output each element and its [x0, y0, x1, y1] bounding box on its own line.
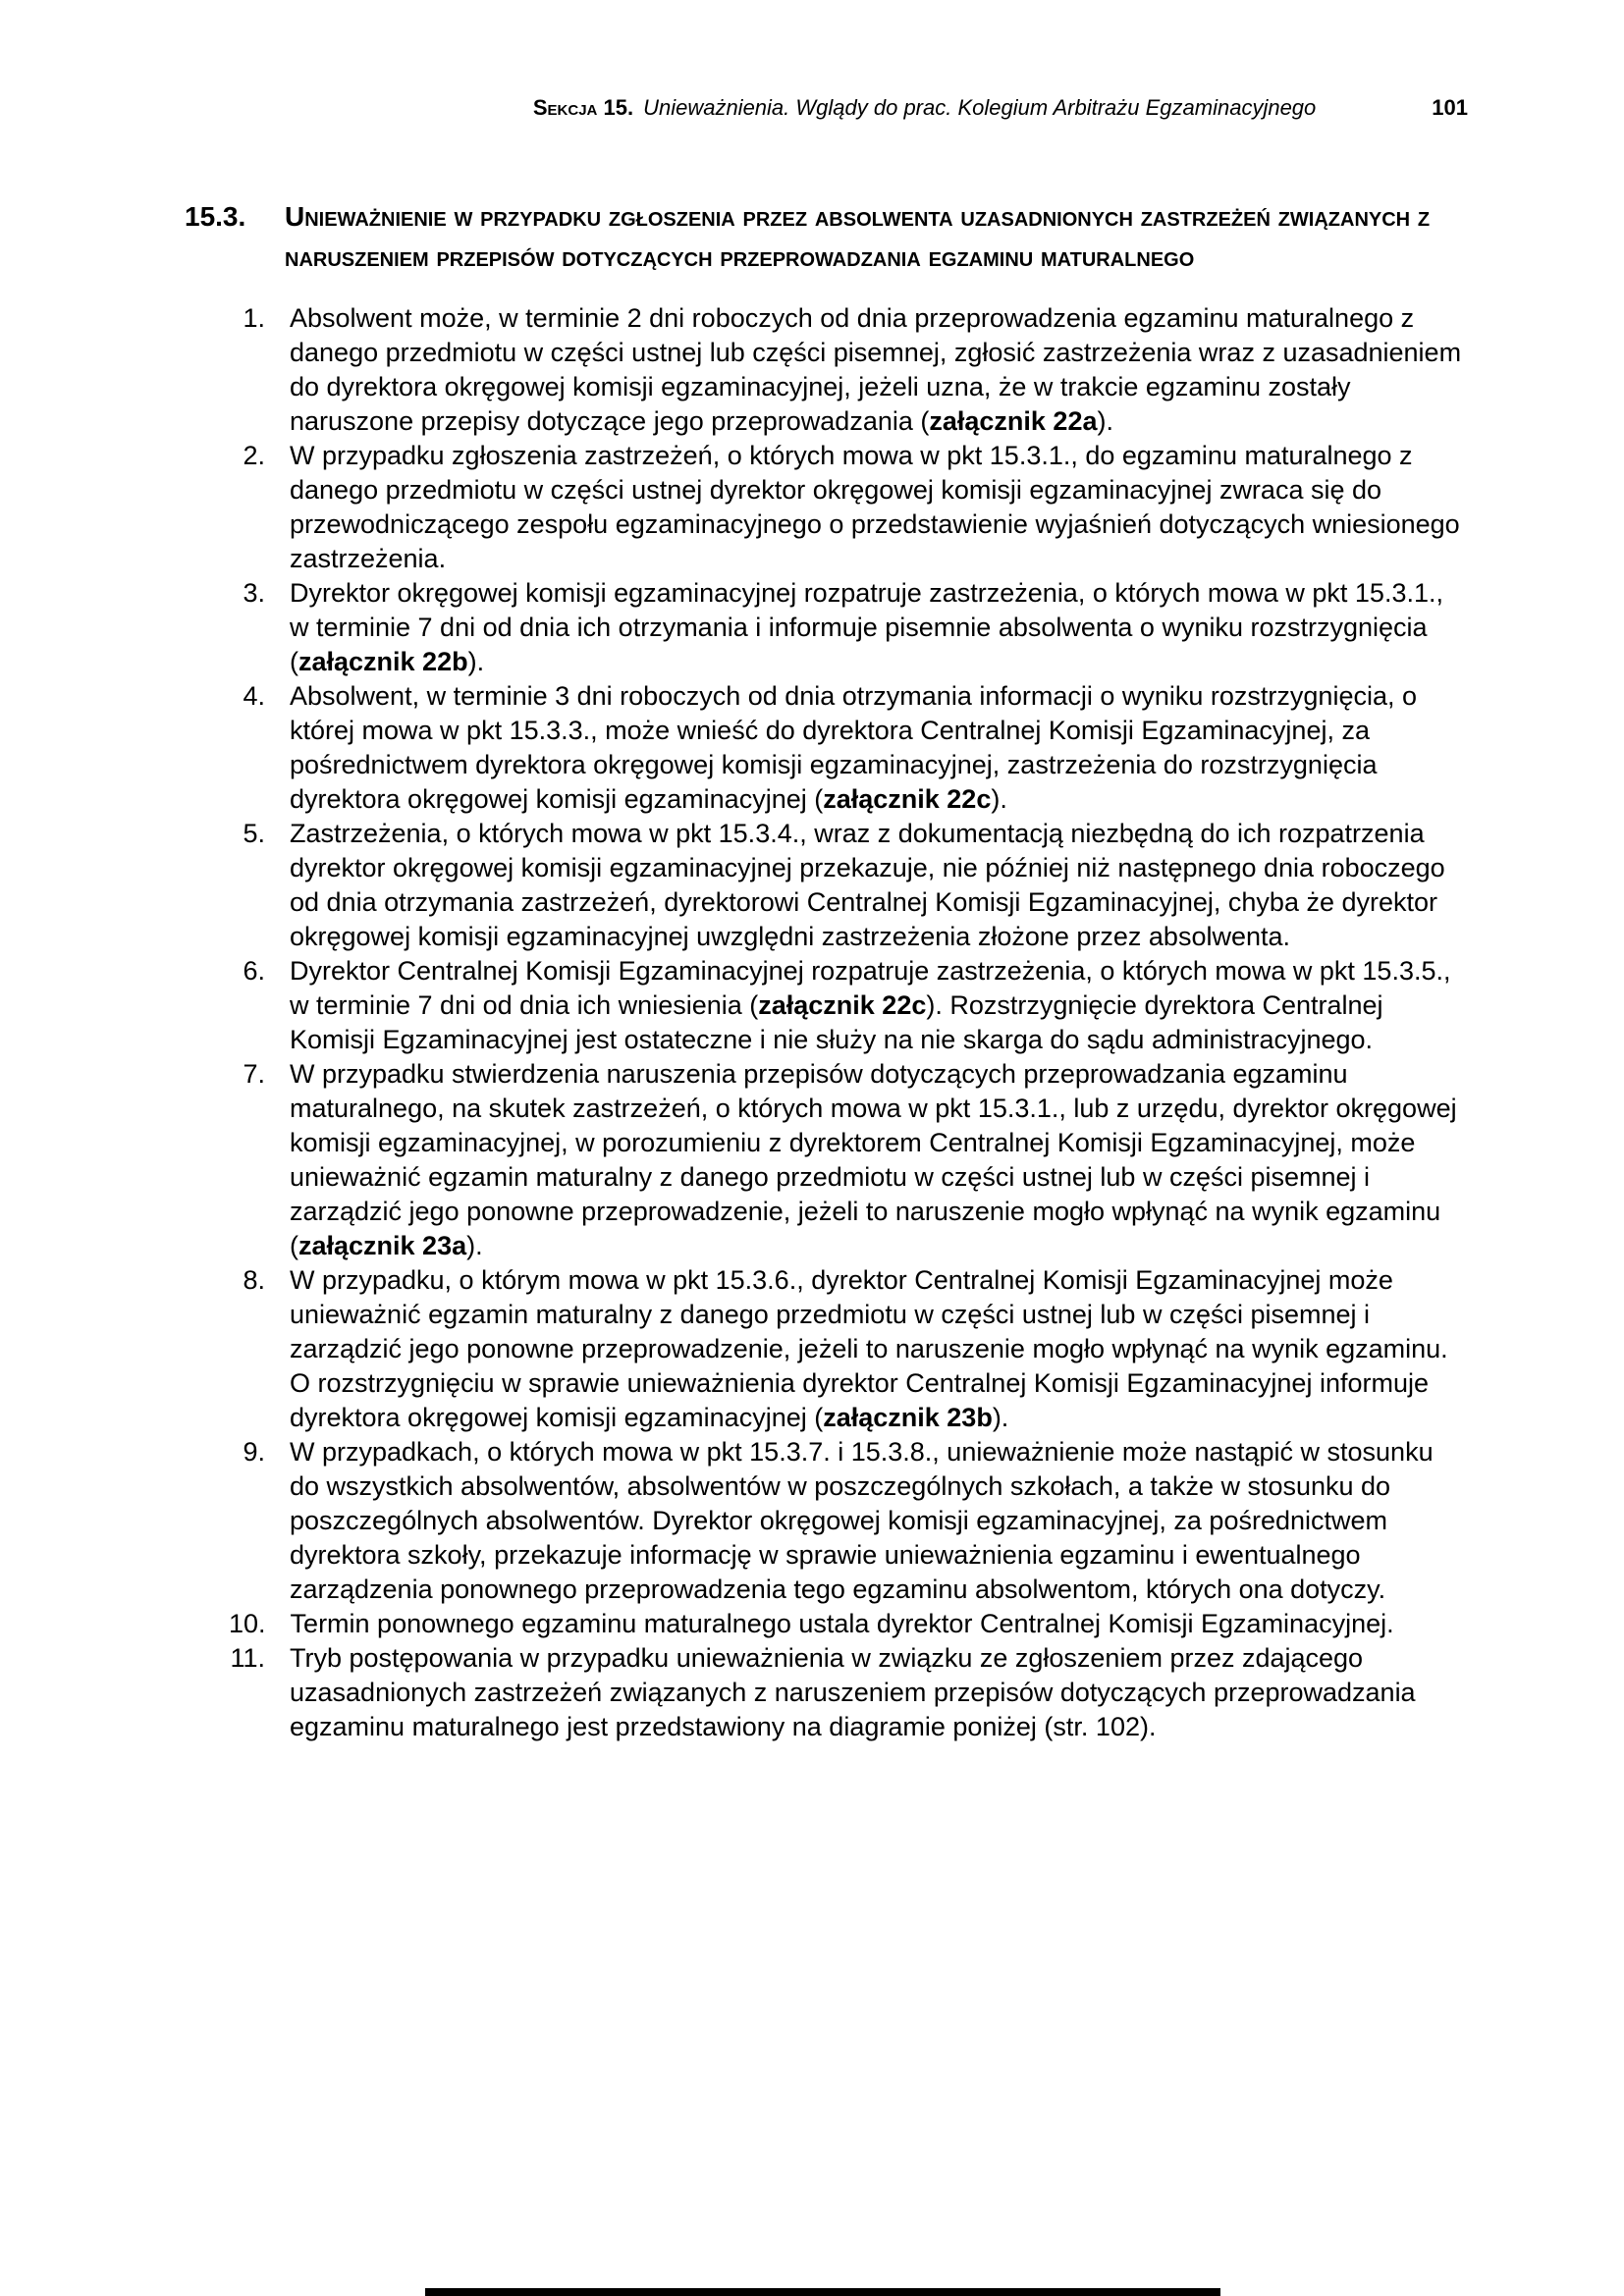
list-item	[229, 1607, 1468, 1641]
list-item-number: 10.	[229, 1609, 266, 1638]
section-number: 15.3.	[185, 201, 246, 232]
list-item	[229, 1435, 1468, 1607]
list-item	[229, 1057, 1468, 1263]
list-item-text: Dyrektor Centralnej Komisji Egzaminacyjnej rozpatruje zastrzeżenia, o których mowa w pkt 15.3.5., w terminie 7 dni od dnia ich wniesienia (załącznik 22c). Rozstrzygnięcie dyrektora Centralnej Komisji Egzaminacyjnej jest ostateczne i nie służy na nie skarga do sądu administracyjnego.	[290, 956, 1451, 1054]
list-item-text: Termin ponownego egzaminu maturalnego ustala dyrektor Centralnej Komisji Egzaminacyjnej.	[290, 1609, 1394, 1638]
list-item-number: 1.	[243, 303, 265, 333]
list-item	[229, 679, 1468, 817]
list-item-text: W przypadku, o którym mowa w pkt 15.3.6., dyrektor Centralnej Komisji Egzaminacyjnej może unieważnić egzamin maturalny z danego przedmiotu w części ustnej lub w części pisemnej i zarządzić jego ponowne przeprowadzenie, jeżeli to naruszenie mogło wpłynąć na wynik egzaminu. O rozstrzygnięciu w sprawie unieważnienia dyrektor Centralnej Komisji Egzaminacyjnej informuje dyrektora okręgowej komisji egzaminacyjnej (załącznik 23b).	[290, 1265, 1448, 1432]
scan-edge-artifact	[425, 2288, 1220, 2296]
list-item-number: 11.	[230, 1643, 265, 1673]
list-item-text: Tryb postępowania w przypadku unieważnienia w związku ze zgłoszeniem przez zdającego uzasadnionych zastrzeżeń związanych z naruszeniem przepisów dotyczących przeprowadzania egzaminu maturalnego jest przedstawiony na diagramie poniżej (str. 102).	[290, 1643, 1416, 1741]
list-item	[229, 439, 1468, 576]
list-item-text: Zastrzeżenia, o których mowa w pkt 15.3.4., wraz z dokumentacją niezbędną do ich rozpatrzenia dyrektor okręgowej komisji egzaminacyjnej przekazuje, nie później niż następnego dnia roboczego od dnia otrzymania zastrzeżeń, dyrektorowi Centralnej Komisji Egzaminacyjnej, chyba że dyrektor okręgowej komisji egzaminacyjnej uwzględni zastrzeżenia złożone przez absolwenta.	[290, 819, 1445, 951]
list-item-number: 6.	[243, 956, 265, 986]
list-item-number: 2.	[243, 441, 265, 470]
list-item	[229, 1641, 1468, 1744]
page-number: 101	[1432, 95, 1468, 120]
list-item-number: 3.	[243, 578, 265, 608]
list-item-text: Dyrektor okręgowej komisji egzaminacyjnej rozpatruje zastrzeżenia, o których mowa w pkt 15.3.1., w terminie 7 dni od dnia ich otrzymania i informuje pisemnie absolwenta o wyniku rozstrzygnięcia (załącznik 22b).	[290, 578, 1443, 676]
section-heading	[185, 196, 1468, 277]
rules-list	[185, 301, 1468, 1744]
page-header	[185, 95, 1468, 121]
list-item	[229, 954, 1468, 1057]
list-item-text: W przypadku zgłoszenia zastrzeżeń, o których mowa w pkt 15.3.1., do egzaminu maturalnego z danego przedmiotu w części ustnej dyrektor okręgowej komisji egzaminacyjnej zwraca się do przewodniczącego zespołu egzaminacyjnego o przedstawienie wyjaśnień dotyczących wniesionego zastrzeżenia.	[290, 441, 1460, 573]
list-item-text: Absolwent może, w terminie 2 dni roboczych od dnia przeprowadzenia egzaminu maturalnego z danego przedmiotu w części ustnej lub części pisemnej, zgłosić zastrzeżenia wraz z uzasadnieniem do dyrektora okręgowej komisji egzaminacyjnej, jeżeli uzna, że w trakcie egzaminu zostały naruszone przepisy dotyczące jego przeprowadzania (załącznik 22a).	[290, 303, 1462, 436]
section-title: Unieważnienie w przypadku zgłoszenia przez absolwenta uzasadnionych zastrzeżeń związanych z naruszeniem przepisów dotyczących przeprowadzania egzaminu maturalnego	[285, 201, 1431, 272]
list-item-number: 4.	[243, 681, 265, 711]
list-item	[229, 576, 1468, 679]
list-item-number: 9.	[243, 1437, 265, 1467]
list-item	[229, 817, 1468, 954]
list-item-text: W przypadku stwierdzenia naruszenia przepisów dotyczących przeprowadzania egzaminu maturalnego, na skutek zastrzeżeń, o których mowa w pkt 15.3.1., lub z urzędu, dyrektor okręgowej komisji egzaminacyjnej, w porozumieniu z dyrektorem Centralnej Komisji Egzaminacyjnej, może unieważnić egzamin maturalny z danego przedmiotu w części ustnej lub w części pisemnej i zarządzić jego ponowne przeprowadzenie, jeżeli to naruszenie mogło wpłynąć na wynik egzaminu (załącznik 23a).	[290, 1059, 1457, 1260]
list-item-number: 5.	[243, 819, 265, 848]
running-header-title: Unieważnienia. Wglądy do prac. Kolegium Arbitrażu Egzaminacyjnego	[643, 95, 1317, 120]
list-item	[229, 1263, 1468, 1435]
list-item-text: Absolwent, w terminie 3 dni roboczych od dnia otrzymania informacji o wyniku rozstrzygnięcia, o której mowa w pkt 15.3.3., może wnieść do dyrektora Centralnej Komisji Egzaminacyjnej, za pośrednictwem dyrektora okręgowej komisji egzaminacyjnej, zastrzeżenia do rozstrzygnięcia dyrektora okręgowej komisji egzaminacyjnej (załącznik 22c).	[290, 681, 1418, 814]
list-item-number: 8.	[243, 1265, 265, 1295]
list-item	[229, 301, 1468, 439]
list-item-number: 7.	[243, 1059, 265, 1089]
running-header-section-label: Sekcja 15.	[532, 95, 634, 120]
list-item-text: W przypadkach, o których mowa w pkt 15.3.7. i 15.3.8., unieważnienie może nastąpić w stosunku do wszystkich absolwentów, absolwentów w poszczególnych szkołach, a także w stosunku do poszczególnych absolwentów. Dyrektor okręgowej komisji egzaminacyjnej, za pośrednictwem dyrektora szkoły, przekazuje informację w sprawie unieważnienia egzaminu i ewentualnego zarządzenia ponownego przeprowadzenia tego egzaminu absolwentom, których ona dotyczy.	[290, 1437, 1434, 1604]
